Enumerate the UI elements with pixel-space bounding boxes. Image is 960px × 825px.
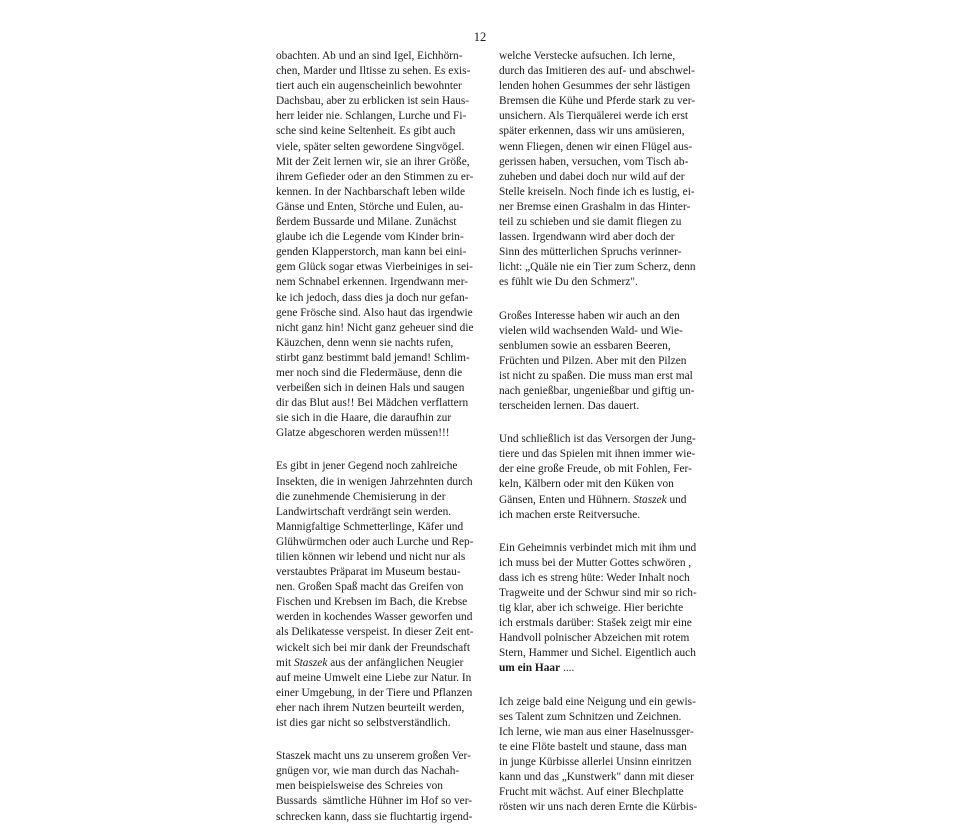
- paragraph-bird-calls: Staszek macht uns zu unserem großen Ver- gnügen vor, wie man durch das Nachah- men beispielsweise des Schreies von Bussards sämtliche Hühner im Hof so ver- schrecken kann, dass sie fluchtartig irgend-: [276, 750, 473, 823]
- paragraph-insect-games: welche Verstecke aufsuchen. Ich lerne, durch das Imitieren des auf- und abschwel- lenden hohen Gesummes der sehr lästigen Bremsen die Kühe und Pferde stark zu ver- unsichern. Als Tierquälerei werde ich erst später erkennen, dass wir uns amüsieren, wenn Fliegen, denen wir einen Flügel aus- gerissen haben, versuchen, vom Tisch ab- zuheben und dabei doch nur wild auf der Stelle kreiseln. Noch finde ich es lustig, ei- ner Bremse einen Grashalm in das Hinter- teil zu schieben und sie damit fliegen zu lassen. Irgendwann wird aber doch der Sinn des mütterlichen Spruchs verinner- licht: „Quäle nie ein Tier zum Scherz, denn es fühlt wie Du den Schmerz".: [499, 50, 696, 289]
- paragraph-text: und ich machen erste Reitversuche.: [499, 493, 687, 521]
- paragraph-young-animals: [499, 432, 721, 523]
- paragraph-plants: Großes Interesse haben wir auch an den vielen wild wachsenden Wald- und Wie- senblumen sowie an essbaren Beeren, Früchten und Pilzen. Aber mit den Pilzen ist nicht zu spaßen. Die muss man erst mal nach genießbar, ungenießbar und giftig un- terscheiden lernen. Das dauert.: [499, 309, 695, 413]
- paragraph-text: Und schließlich ist das Versorgen der Jung- tiere und das Spielen mit ihnen immer wie- der eine große Freude, ob mit Fohlen, Fer- keln, Kälbern oder mit den Küken von Gänsen, Enten und Hühnern.: [499, 433, 696, 506]
- name-staszek: Staszek: [293, 656, 328, 669]
- paragraph-text: ....: [560, 662, 575, 675]
- paragraph-text: Es gibt in jener Gegend noch zahlreiche Insekten, die in wenigen Jahrzehnten durch die zunehmende Chemisierung in der Landwirtschaft verdrängt sein werden. Mannigfaltige Schmetterlinge, Käfer und Glühwürmchen oder auch Lurche und Rep- tilien können wir lebend und nicht nur als verstaubtes Präparat im Museum bestau- nen. Großen Spaß macht das Greifen von Fischen und Krebsen im Bach, die Krebse werden in kochendes Wasser geworfen und als Delikatesse verspeist. In dieser Zeit ent- wickelt sich bei mir dank der Freundschaft mit: [276, 460, 474, 669]
- left-column: [276, 49, 498, 825]
- paragraph-text: aus der anfänglichen Neugier auf meine Umwelt eine Liebe zur Natur. In einer Umgebung, in der Tiere und Pflanzen eher nach ihrem Nutzen beurteilt werden, ist dies gar nicht so selbstverständlich.: [276, 656, 473, 730]
- paragraph-wildlife: obachten. Ab und an sind Igel, Eichhörn- chen, Marder und Iltisse zu sehen. Es exis- tiert auch ein augenscheinlich bewohnter Dachsbau, aber zu erblicken ist sein Haus- herr leider nie. Schlangen, Lurche und Fi- sche sind keine Seltenheit. Es gibt auch viele, später selten gewordene Singvögel. Mit der Zeit lernen wir, sie an ihrer Größe, ihrem Gefieder oder an den Stimmen zu er- kennen. In der Nachbarschaft leben wilde Gänse und Enten, Störche und Eulen, au- ßerdem Bussarde und Milane. Zunächst glaube ich die Legende vom Kinder brin- genden Klapperstorch, man kann bei eini- gem Glück sogar etwas Vierbeiniges in sei- nem Schnabel erkennen. Irgendwann mer- ke ich jedoch, dass dies ja doch nur gefan- gene Frösche sind. Also haut das irgendwie nicht ganz hin! Nicht ganz geheuer sind die Käuzchen, denn wenn sie nachts rufen, stirbt ganz bestimmt bald jemand! Schlim- mer noch sind die Fledermäuse, denn die verbeißen sich in deinen Hals und saugen dir das Blut aus!! Bei Mädchen verflattern sie sich in die Haare, die daraufhin zur Glatze abgeschoren werden müssen!!!: [276, 50, 474, 440]
- paragraph-text: Ein Geheimnis verbindet mich mit ihm und ich muss bei der Mutter Gottes schwören , dass ich es streng hüte: Weder Inhalt noch Tragweite und der Schwur sind mir so rich- tig klar, aber ich schweige. Hier berichte ich erstmals darüber: Stašek zeigt mir eine Handvoll polnischer Abzeichen mit rotem Stern, Hammer und Sichel. Eigentlich auch: [499, 541, 697, 660]
- right-column: [499, 49, 721, 815]
- paragraph-secret: [499, 541, 721, 677]
- paragraph-insects: [276, 459, 498, 731]
- paragraph-carving: Ich zeige bald eine Neigung und ein gewis- ses Talent zum Schnitzen und Zeichnen. Ich lerne, wie man aus einer Haselnussger- te eine Flöte bastelt und staune, dass man in junge Kürbisse allerlei Unsinn einritzen kann und das „Kunstwerk" dann mit dieser Frucht mit wächst. Auf einer Blechplatte rösten wir uns nach deren Ernte die Kürbis-: [499, 695, 698, 814]
- name-staszek: Staszek: [633, 493, 667, 506]
- page-number: 12: [473, 30, 487, 44]
- emphasis-phrase: um ein Haar: [499, 662, 561, 675]
